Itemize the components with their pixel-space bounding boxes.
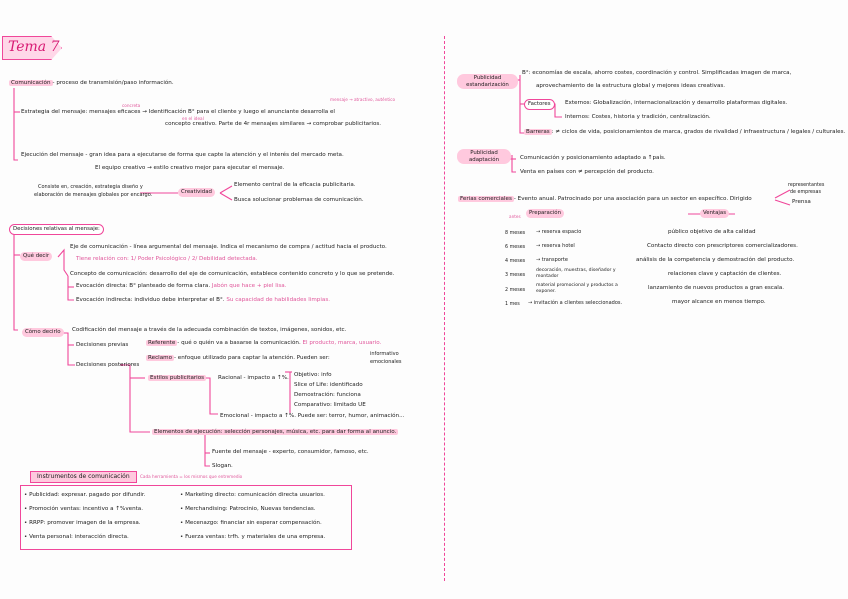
elements-text: Elementos de ejecución: selección personajes, música, etc. para dar forma al anuncio. [154,429,397,435]
tools-right-3-text: Mecenazgo: financiar sin esperar compensación. [185,520,322,526]
what-line-4-a: Evocación directa: B° planteado de forma clara. [76,283,211,289]
prep-item-4: decoración, muestras, diseñador y montador [536,268,616,279]
vent-item-5: lanzamiento de nuevos productos a gran escala. [648,285,785,291]
tools-left-2: • Promoción ventas: incentivo a ↑%venta. [24,506,144,512]
fairs-label: Ferias comerciales [460,196,512,202]
factors-box: Factores [524,99,555,110]
ref-desc: - qué o quién va a basarse la comunicación. [177,340,301,346]
styles-label [148,375,206,382]
rational-line: Racional - impacto a ↑%. [218,375,289,381]
branch-line [60,333,75,365]
how-pill: Cómo decirlo [22,328,64,337]
strategy-right-note: mensaje → atractivo, auténtico [330,97,396,102]
strategy-label: Estrategia del mensaje: [21,109,88,115]
what-line-5-b: Su capacidad de habilidades limpias. [226,297,331,303]
what-line-1: Eje de comunicación - línea argumental del mensaje. Indica el mecanismo de compra / actitud hacia el producto. [70,244,387,250]
rational-item-1: Objetivo: info [294,372,332,378]
month-3: 4 meses [505,259,526,264]
rational-item-3: Demostración: funciona [294,392,361,398]
branch-line [775,190,790,198]
prep-item-3: → transporte [536,257,568,263]
creativity-item-1: Elemento central de la eficacia publicitaria. [234,182,356,188]
adapt-line-2: Venta en países con ≠ percepción del producto. [520,169,654,175]
strategy-ident-2: concepto creativo. Parte de 4r mensajes similares → comprobar publicitarios. [165,121,382,127]
vent-item-3: análisis de la competencia y demostración del producto. [636,257,795,263]
tools-left-2-text: Promoción ventas: incentivo a ↑%venta. [29,506,144,512]
std-line-2: aprovechamiento de la estructura global y mejores ideas creativas. [536,83,726,89]
tools-left-3: • RRPP: promover imagen de la empresa. [24,520,141,526]
creativity-pill: Creatividad [178,188,215,197]
post-label: Decisiones posteriores [76,362,140,368]
branch-line [14,88,18,160]
strategy-tiny-top: concreta [122,103,141,108]
ref-example: El producto, marca, usuario. [302,340,382,346]
prep-item-5: material promocional y productos a exponer. [536,283,618,294]
fairs-line [458,196,752,203]
tools-right-4: • Fuerza ventas: trfh. y materiales de una empresa. [180,534,326,540]
tools-right-1: • Marketing directo: comunicación directa usuarios. [180,492,325,498]
month-6: 1 mes [505,302,520,307]
tools-right-3: • Mecenazgo: financiar sin esperar compensación. [180,520,322,526]
month-4: 3 meses [505,273,526,278]
source-line: Fuente del mensaje - experto, consumidor, famoso, etc. [212,449,369,455]
vent-item-1: público objetivo de alta calidad [668,229,756,235]
branch-line [775,200,790,205]
tools-tiny-note: Cada herramienta = los mismos que entremedio [140,474,243,479]
elements-line [152,429,398,436]
what-line-5 [76,297,330,304]
month-2: 6 meses [505,245,526,250]
exec-left-1: Consiste en, creación, estrategia diseño y [38,184,143,190]
branch-line [120,365,150,432]
tools-left-1: • Publicidad: expresar. pagado por difundir. [24,492,146,498]
what-line-2: Tiene relación con: 1/ Poder Psicológico / 2/ Debilidad detectada. [76,256,258,262]
month-5: 2 meses [505,288,526,293]
styles-pill: Estilos publicitarios [150,375,205,381]
tools-left-4: • Venta personal: interacción directa. [24,534,129,540]
branch-line [220,193,232,200]
vent-pill: Ventajas [700,209,729,218]
rec-line [146,355,330,362]
vent-item-2: Contacto directo con prescriptores comercializadores. [647,243,798,249]
page-title: Tema 7 [8,39,60,55]
fairs-arrow-top-2: de empresas [790,190,821,195]
month-1: 8 meses [505,231,526,236]
what-line-4 [76,283,286,290]
adapt-pill: Publicidad adaptación [457,149,511,164]
tools-right-2-text: Merchandising: Patrocinio, Nuevas tendencias. [185,506,316,512]
prep-item-2: → reserva hotel [536,243,575,249]
comm-def: - proceso de transmisión/paso información. [52,80,174,86]
comm-line [9,80,174,87]
exec-line-1: Ejecución del mensaje - gran idea para a ejecutarse de forma que capte la atención y el interés del mercado meta. [21,152,344,158]
fairs-press: Prensa [792,199,811,205]
strategy-ident-1: Identificación B° para el cliente y luego el anunciante desarrolla el [148,109,335,115]
adapt-line-1: Comunicación y posicionamiento adaptado a ↑país. [520,155,666,161]
branch-line [14,230,18,330]
decisions-head: Decisiones relativas al mensaje: [9,224,104,235]
tools-right-1-text: Marketing directo: comunicación directa usuarios. [185,492,325,498]
how-line-1: Codificación del mensaje a través de la adecuada combinación de textos, imágenes, sonidos, etc. [72,327,347,333]
std-pill: Publicidad estandarización [457,74,518,89]
vent-item-4: relaciones clave y captación de clientes. [668,271,782,277]
rec-type-1: informativo [370,351,399,357]
rec-desc: - enfoque utilizado para captar la atención. Pueden ser: [174,355,330,361]
fairs-desc: - Evento anual. Patrocinado por una asociación para un sector en específico. Dirigido [513,196,752,202]
ref-label: Referente [148,340,176,346]
what-line-5-a: Evocación indirecta: individuo debe interpretar el B°. [76,297,225,303]
branch-line [220,186,232,193]
strategy-tiny-mid: en el ideal [182,116,204,121]
what-pill: Qué decir [20,252,52,261]
tools-right-2: • Merchandising: Patrocinio, Nuevas tendencias. [180,506,316,512]
what-line-4-b: Jabón que hace + piel lisa. [211,283,287,289]
std-line-1: B°: economías de escala, ahorro costes, coordinación y control. Simplificadas imagen de marca, [522,70,792,76]
prep-tiny: antes [509,214,521,219]
creativity-item-2: Busca solucionar problemas de comunicación. [234,197,364,203]
what-line-3: Concepto de comunicación: desarrollo del eje de comunicación, establece contenido concreto y lo que se pretende. [70,271,395,277]
strategy-sub: mensajes eficaces [89,109,141,115]
branch-line [68,276,74,300]
prev-label: Decisiones previas [76,342,129,348]
tools-left-4-text: Venta personal: interacción directa. [29,534,129,540]
rec-label: Reclamo [148,355,173,361]
rational-item-2: Slice of Life: identificado [294,382,363,388]
exec-left-2: elaboración de mensajes globales por encargo. [34,192,153,198]
tools-caption: Instrumentos de comunicación [30,471,137,483]
exec-line-2: El equipo creativo → estilo creativo mejor para ejecutar el mensaje. [95,165,285,171]
barriers-line [524,129,845,136]
branch-line [58,250,68,276]
barriers-desc: : ≠ ciclos de vida, posicionamientos de marca, grados de rivalidad / infraestructura / legales / culturales. [551,129,846,135]
barriers-label: Barreras [526,129,550,135]
factors-external: Externos: Globalización, internacionalización y desarrollo plataformas digitales. [565,100,788,106]
rec-type-2: emocionales [370,359,402,365]
prep-pill: Preparación [526,209,564,218]
strategy-line: Estrategia del mensaje: mensajes eficaces → Identificación B° para el cliente y luego el anunciante desarrolla el [21,109,335,115]
tools-left-3-text: RRPP: promover imagen de la empresa. [29,520,141,526]
fairs-arrow-top: representantes [788,183,825,188]
ref-line [146,340,381,347]
tools-right-4-text: Fuerza ventas: trfh. y materiales de una empresa. [185,534,326,540]
branch-line [512,155,516,172]
branch-line [205,432,210,466]
slogan-line: Slogan. [212,463,233,469]
rational-item-4: Comparativo: limitado UE [294,402,366,408]
vent-item-6: mayor alcance en menos tiempo. [672,299,766,305]
prep-item-1: → reserva espacio [536,229,582,235]
branch-line [200,378,218,414]
prep-item-6: → invitación a clientes seleccionados. [528,300,623,306]
factors-internal: Internos: Costes, historia y tradición, centralización. [565,114,711,120]
emotional-line: Emocional - impacto a ↑%. Puede ser: terror, humor, animación... [220,413,405,419]
tools-left-1-text: Publicidad: expresar. pagado por difundir. [29,492,146,498]
comm-head: Comunicación [11,80,51,86]
